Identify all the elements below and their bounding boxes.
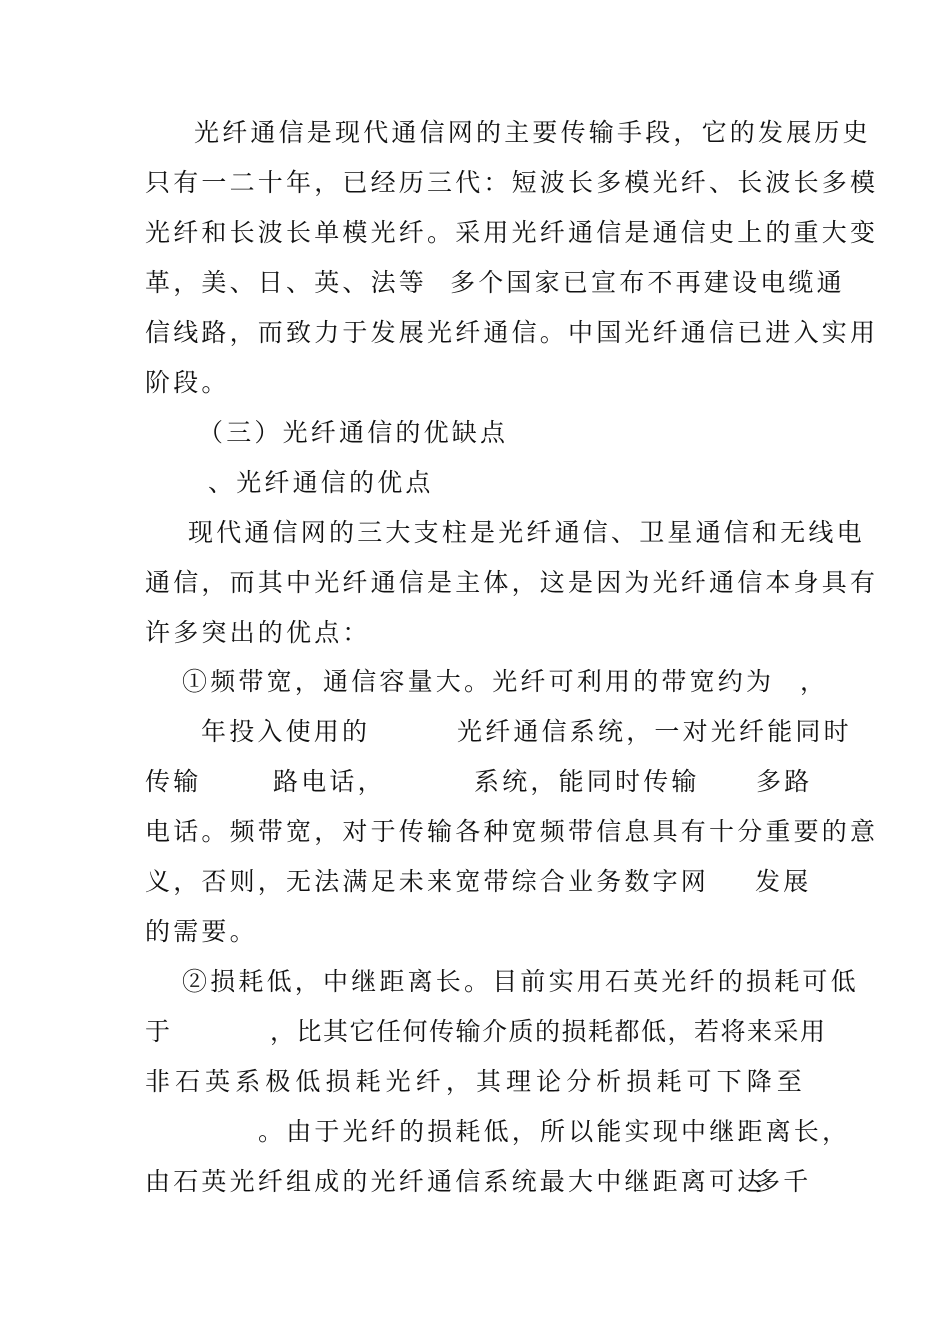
item-1-line-5b: 发展 xyxy=(755,867,812,896)
item-1-line-2b: 光纤通信系统，一对光纤能同时 xyxy=(457,717,852,746)
para-1-line-1: 光纤通信是现代通信网的主要传输手段，它的发展历史 xyxy=(194,118,871,147)
item-1-line-3d: 多路 xyxy=(756,767,813,796)
para-1-line-3: 光纤和长波长单模光纤。采用光纤通信是通信史上的重大变 xyxy=(145,218,879,247)
item-2-line-5b: 多千 xyxy=(755,1167,812,1196)
para-2-line-2: 通信，而其中光纤通信是主体，这是因为光纤通信本身具有 xyxy=(145,568,879,597)
section-heading: （三）光纤通信的优缺点 xyxy=(198,418,509,447)
para-1-line-5: 信线路，而致力于发展光纤通信。中国光纤通信已进入实用 xyxy=(145,318,879,347)
item-1-line-2a: 年投入使用的 xyxy=(201,717,371,746)
para-1-line-6: 阶段。 xyxy=(145,368,230,397)
para-1-line-4a: 革，美、日、英、法等 xyxy=(145,268,428,297)
item-2-line-2a: 于 xyxy=(145,1017,174,1046)
item-2-line-1: ②损耗低，中继距离长。目前实用石英光纤的损耗可低 xyxy=(182,967,859,996)
item-1-line-5a: 义，否则，无法满足未来宽带综合业务数字网 xyxy=(145,867,710,896)
item-1-line-3a: 传输 xyxy=(145,767,202,796)
item-1-line-3b: 路电话， xyxy=(273,767,386,796)
item-2-line-3: 非石英系极低损耗光纤，其理论分析损耗可下降至 xyxy=(145,1067,805,1096)
item-2-line-2b: ，比其它任何传输介质的损耗都低，若将来采用 xyxy=(270,1017,827,1046)
item-2-line-5a: 由石英光纤组成的光纤通信系统最大中继距离可达 xyxy=(145,1167,766,1196)
para-1-line-2: 只有一二十年，已经历三代：短波长多模光纤、长波长多模 xyxy=(145,168,879,197)
para-2-line-1: 现代通信网的三大支柱是光纤通信、卫星通信和无线电 xyxy=(188,518,865,547)
item-1-line-3c: 系统，能同时传输 xyxy=(474,767,700,796)
item-1-line-1b: ， xyxy=(800,667,829,696)
item-1-line-6: 的需要。 xyxy=(145,917,258,946)
item-1-line-1a: ①频带宽，通信容量大。光纤可利用的带宽约为 xyxy=(182,667,775,696)
para-1-line-4b: 多个国家已宣布不再建设电缆通 xyxy=(450,268,845,297)
para-2-line-3: 许多突出的优点： xyxy=(145,618,371,647)
item-2-line-4: 。由于光纤的损耗低，所以能实现中继距离长， xyxy=(258,1117,851,1146)
item-1-line-4: 电话。频带宽，对于传输各种宽频带信息具有十分重要的意 xyxy=(145,817,879,846)
subsection-heading: 、光纤通信的优点 xyxy=(208,468,434,497)
